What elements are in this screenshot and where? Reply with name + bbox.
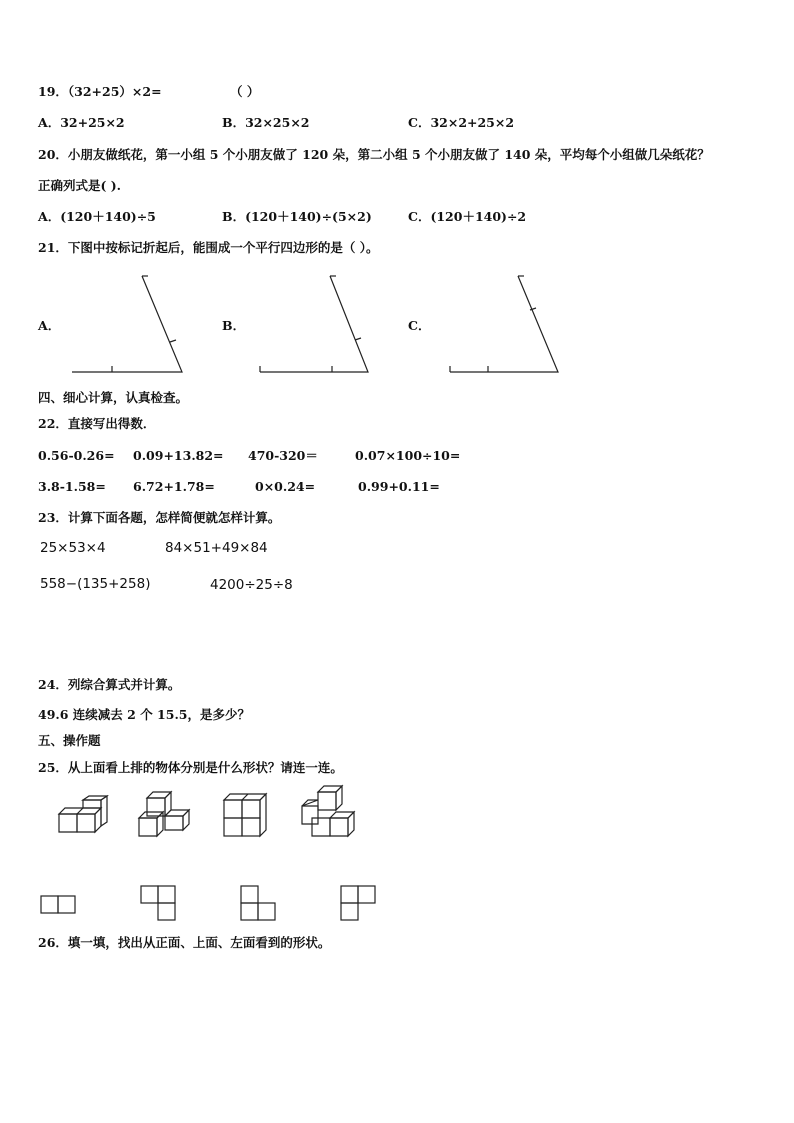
q21-option-c[interactable]: C．: [408, 318, 431, 333]
section-4-heading: 四、细心计算，认真检查。: [38, 390, 189, 405]
q20-option-a[interactable]: A．(120＋140)÷5: [38, 209, 156, 224]
q22-item-6[interactable]: 6.72+1.78=: [133, 479, 215, 494]
q21-option-a[interactable]: A．: [38, 318, 61, 333]
q19-option-c[interactable]: C．32×2+25×2: [408, 115, 515, 130]
q21-figure-b: [250, 270, 380, 380]
q20-option-b[interactable]: B．(120＋140)÷(5×2): [222, 209, 372, 224]
q22-item-7[interactable]: 0×0.24=: [255, 479, 316, 494]
q26-stem: 26．填一填，找出从正面、上面、左面看到的形状。: [38, 935, 331, 950]
q21-stem: 21．下图中按标记折起后，能围成一个平行四边形的是（ ）。: [38, 240, 379, 255]
q25-solid-1: [55, 796, 115, 838]
q22-item-4[interactable]: 0.07×100÷10=: [355, 448, 461, 463]
q22-item-1[interactable]: 0.56-0.26=: [38, 448, 115, 463]
q25-solid-2: [135, 790, 195, 840]
q21-option-b[interactable]: B．: [222, 318, 246, 333]
q25-top-view-4: [340, 885, 385, 925]
q22-item-3[interactable]: 470-320＝: [248, 448, 318, 463]
q22-item-2[interactable]: 0.09+13.82=: [133, 448, 224, 463]
q24-body: 49.6 连续减去 2 个 15.5，是多少？: [38, 707, 250, 722]
q25-solid-4: [298, 784, 358, 840]
q25-solid-3: [220, 792, 270, 838]
q19-option-a[interactable]: A．32+25×2: [38, 115, 125, 130]
q20-stem-line2: 正确列式是( ).: [38, 178, 122, 193]
q19-option-b[interactable]: B．32×25×2: [222, 115, 310, 130]
q23-expression-4: 4200÷25÷8: [210, 577, 293, 593]
q21-figure-a: [60, 270, 190, 380]
q23-stem: 23．计算下面各题，怎样简便就怎样计算。: [38, 510, 281, 525]
q19-answer-blank[interactable]: （ ）: [230, 84, 260, 99]
q25-stem: 25．从上面看上排的物体分别是什么形状？请连一连。: [38, 760, 343, 775]
q22-stem: 22．直接写出得数．: [38, 416, 156, 431]
q25-top-view-3: [240, 885, 285, 925]
q20-stem: 20．小朋友做纸花，第一小组 5 个小朋友做了 120 朵，第二小组 5 个小朋友做了 140 朵，平均每个小组做几朵纸花？: [38, 147, 710, 162]
section-5-heading: 五、操作题: [38, 733, 101, 748]
q22-item-5[interactable]: 3.8-1.58=: [38, 479, 106, 494]
q25-top-view-1: [40, 895, 80, 917]
q23-expression-1: 25×53×4: [40, 540, 106, 556]
q21-figure-c: [440, 270, 570, 380]
q24-stem: 24．列综合算式并计算。: [38, 677, 181, 692]
q20-option-c[interactable]: C．(120＋140)÷2: [408, 209, 527, 224]
q23-expression-3: 558−(135+258): [40, 576, 151, 592]
q19-stem: 19．（32+25）×2=: [38, 84, 162, 99]
q23-expression-2: 84×51+49×84: [165, 540, 268, 556]
q25-top-view-2: [140, 885, 185, 925]
q22-item-8[interactable]: 0.99+0.11=: [358, 479, 440, 494]
